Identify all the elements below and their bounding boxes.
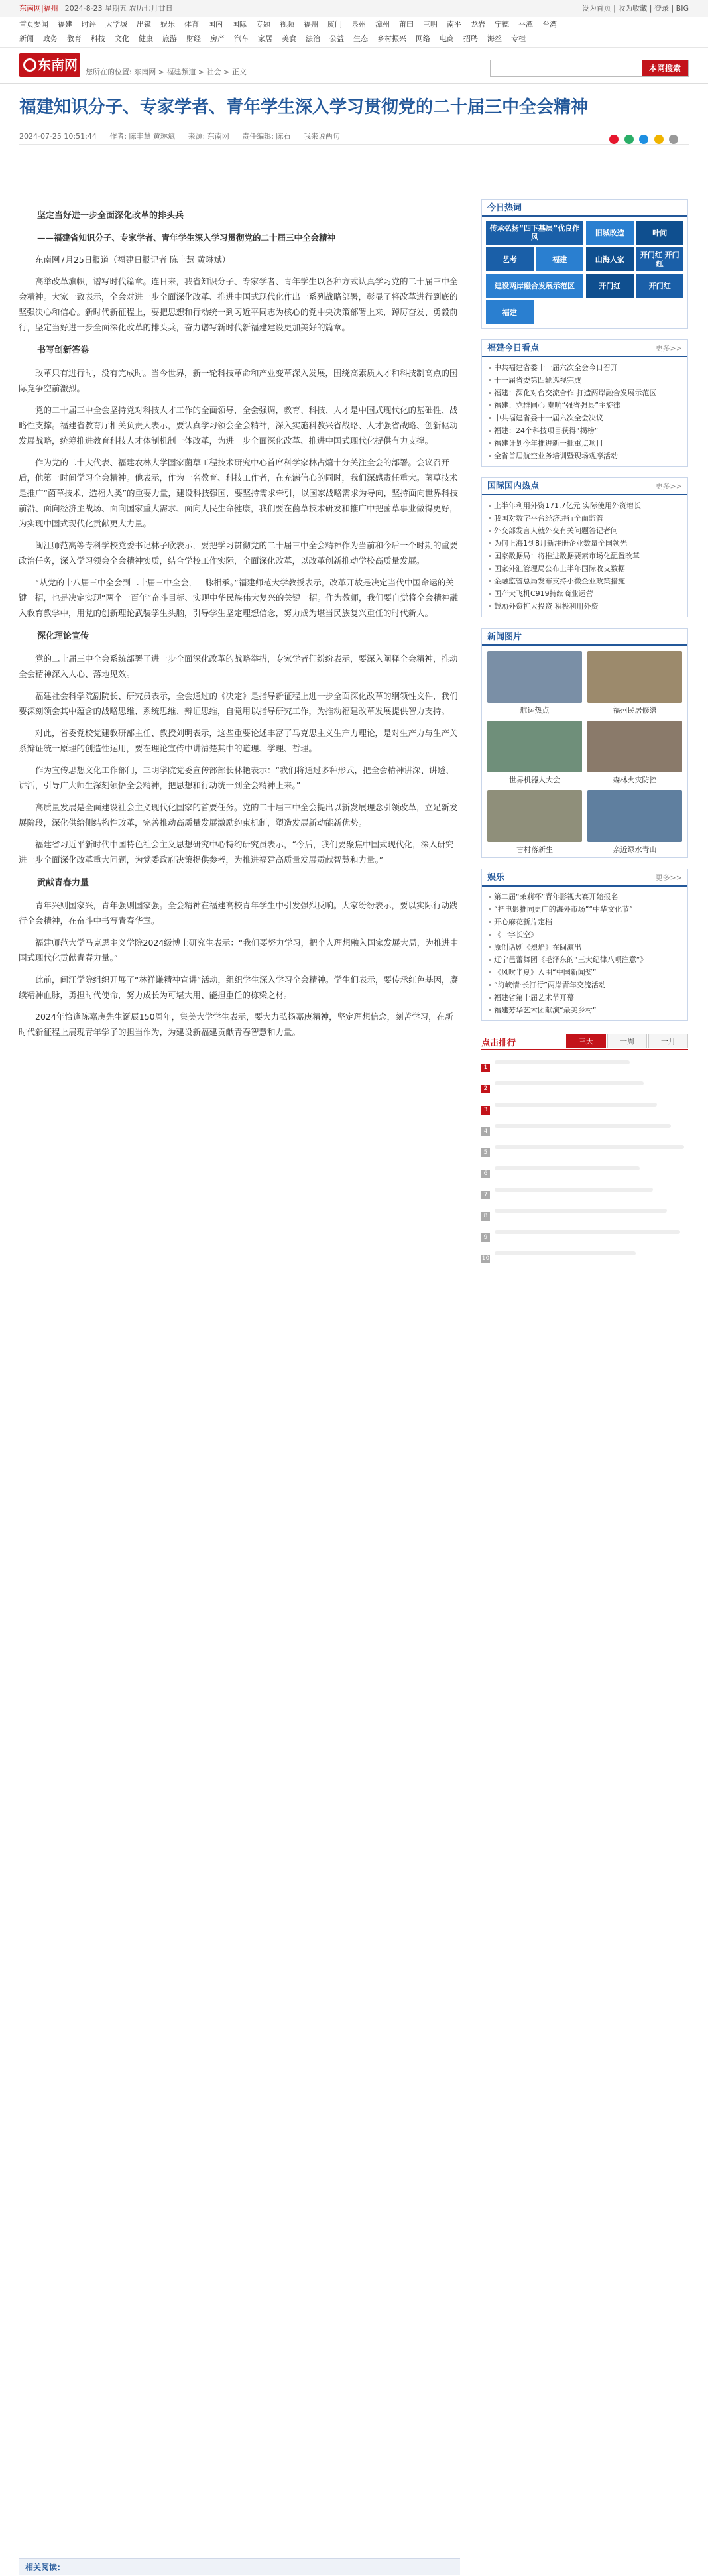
photo-caption[interactable]: 福州民居修缮	[613, 706, 657, 715]
nav-item[interactable]: 首页要闻	[19, 20, 48, 29]
nav-item[interactable]: 招聘	[463, 34, 478, 43]
rank-item[interactable]	[481, 1209, 688, 1224]
rank-number: 3	[481, 1106, 490, 1115]
nav-item[interactable]: 美食	[282, 34, 296, 43]
rank-tabs	[565, 1034, 688, 1048]
article-meta	[19, 129, 689, 145]
list-item[interactable]: 我国对数字平台经济进行全面监管	[489, 512, 681, 524]
fujian-highlights-title	[482, 340, 687, 357]
list-item[interactable]: 《风吹半夏》入围“中国新闻奖”	[489, 966, 681, 979]
list-item[interactable]: 十一届省委第四轮巡视完成	[489, 374, 681, 387]
news-photos-title: 新闻图片	[482, 629, 687, 646]
section-heading-2: 深化理论宣传	[37, 631, 89, 641]
nav-item[interactable]: 厦门	[327, 20, 342, 29]
list-item[interactable]: 国产大飞机C919持续商业运营	[489, 587, 681, 600]
rank-header	[481, 1032, 688, 1050]
nav-item[interactable]: 网络	[416, 34, 430, 43]
site-brand[interactable]: 东南网|福州	[19, 4, 58, 13]
nav-item[interactable]: 出镜	[137, 20, 151, 29]
nav-item[interactable]: 健康	[139, 34, 153, 43]
rank-label: 点击排行	[481, 1038, 516, 1048]
photo-item[interactable]	[587, 651, 682, 715]
rank-number: 6	[481, 1170, 490, 1178]
rank-placeholder	[495, 1060, 630, 1064]
photo-image[interactable]	[587, 790, 682, 842]
rank-placeholder	[495, 1209, 667, 1213]
sidebar	[481, 199, 688, 1270]
nav-item[interactable]: 房产	[210, 34, 225, 43]
hot-tile[interactable]: 传承弘扬“四下基层”优良作风	[486, 221, 583, 245]
nav-row-2	[19, 32, 689, 46]
nav-item[interactable]: 政务	[43, 34, 58, 43]
list-item[interactable]: “把电影推向更广的海外市场”“中华文化节”	[489, 903, 681, 916]
nav-item[interactable]: 国际	[232, 20, 247, 29]
para-8: 福建社会科学院副院长、研究员表示，全会通过的《决定》是指导新征程上进一步全面深化改革的纲领性文件，我们要深刻领会其中蕴含的战略思维、系统思维、辩证思维，自觉用以指导研究工作，为推动福建改革发展提供智力支持。	[19, 691, 458, 716]
photo-item[interactable]	[487, 790, 582, 855]
share-icons	[606, 131, 678, 147]
list-item[interactable]: 鼓励外资扩大投资 积极利用外资	[489, 600, 681, 613]
intl-more-link[interactable]: 更多>>	[655, 482, 682, 491]
nav-item[interactable]: 专题	[256, 20, 270, 29]
nav-item[interactable]: 生态	[353, 34, 368, 43]
list-item[interactable]: 中共福建省委十一届六次全会今日召开	[489, 361, 681, 374]
list-item[interactable]: 中共福建省委十一届六次全会决议	[489, 412, 681, 424]
rank-placeholder	[495, 1145, 684, 1149]
rank-box	[481, 1032, 688, 1270]
logo-text: 东南网	[38, 57, 78, 73]
hot-tile[interactable]: 开门红	[636, 274, 684, 298]
top-bar	[0, 0, 708, 17]
nav-item[interactable]: 乡村振兴	[377, 34, 406, 43]
rank-item[interactable]	[481, 1124, 688, 1139]
ent-box	[481, 869, 688, 1021]
share-more-icon[interactable]	[669, 135, 678, 144]
rank-placeholder	[495, 1251, 636, 1255]
nav-item[interactable]: 家居	[258, 34, 272, 43]
search-box[interactable]	[490, 60, 689, 77]
share-weibo-icon[interactable]	[609, 135, 619, 144]
news-photos-box	[481, 628, 688, 858]
list-item[interactable]: 国家外汇管理局公布上半年国际收支数据	[489, 562, 681, 575]
para-15: 此前，闽江学院组织开展了“林祥谦精神宣讲”活动，组织学生深入学习全会精神。学生们表示，要传承红色基因，赓续精神血脉，勇担时代使命，努力成长为可堪大用、能担重任的栋梁之材。	[19, 975, 458, 1000]
photo-caption[interactable]: 亲近绿水青山	[613, 845, 657, 854]
ent-title	[482, 869, 687, 887]
meta-author: 作者: 陈丰慧 黄琳斌	[109, 132, 176, 141]
list-item[interactable]: 为何上海1到8月新注册企业数量全国领先	[489, 537, 681, 550]
list-item[interactable]: 福建：深化对台交流合作 打造两岸融合发展示范区	[489, 387, 681, 399]
nav-item[interactable]: 娱乐	[160, 20, 175, 29]
nav-item[interactable]: 宁德	[495, 20, 509, 29]
rank-placeholder	[495, 1103, 657, 1107]
meta-date: 2024-07-25 10:51:44	[19, 132, 97, 141]
rank-placeholder	[495, 1081, 644, 1085]
fj-more-link[interactable]: 更多>>	[655, 344, 682, 353]
related-reading	[19, 2545, 460, 2575]
hot-tile[interactable]: 福建	[486, 300, 534, 324]
photo-caption[interactable]: 世界机器人大会	[509, 776, 560, 784]
list-item[interactable]: 全省首届航空业务培训暨现场观摩活动	[489, 450, 681, 462]
rank-number: 9	[481, 1233, 490, 1242]
photo-image[interactable]	[587, 721, 682, 772]
nav-item[interactable]: 南平	[447, 20, 461, 29]
photo-item[interactable]	[587, 721, 682, 785]
nav-item[interactable]: 大学城	[105, 20, 127, 29]
nav-item[interactable]: 汽车	[234, 34, 249, 43]
rank-number: 4	[481, 1127, 490, 1136]
list-item[interactable]: 金融监管总局发布支持小微企业政策措施	[489, 575, 681, 587]
nav-item[interactable]: 科技	[91, 34, 105, 43]
rank-number: 7	[481, 1191, 490, 1199]
meta-editor: 责任编辑: 陈石	[242, 132, 291, 141]
hot-tile[interactable]: 建设两岸融合发展示范区	[486, 274, 583, 298]
rank-list	[481, 1050, 688, 1270]
list-item[interactable]: 开心麻花新片定档	[489, 916, 681, 928]
nav-item[interactable]: 旅游	[162, 34, 177, 43]
rank-tab-3day[interactable]: 三天	[566, 1034, 606, 1048]
photo-image[interactable]	[487, 651, 582, 703]
list-item[interactable]: 原创话剧《烈焰》在闽演出	[489, 941, 681, 953]
fj-list	[482, 357, 687, 466]
photo-caption[interactable]: 古村落新生	[516, 845, 553, 854]
para-14: 福建师范大学马克思主义学院2024级博士研究生表示：“我们要努力学习，把个人理想融入国家发展大局，为推进中国式现代化贡献青春力量。”	[19, 938, 459, 963]
article-body	[19, 200, 460, 1046]
nav-item[interactable]: 海丝	[487, 34, 502, 43]
photo-grid	[482, 646, 687, 857]
nav-row-1	[19, 17, 689, 32]
article-title: 福建知识分子、专家学者、青年学生深入学习贯彻党的二十届三中全会精神	[19, 97, 589, 117]
nav-item[interactable]: 时评	[82, 20, 96, 29]
intl-list	[482, 495, 687, 617]
list-item[interactable]: 福建芳华艺术团献演“最美乡村”	[489, 1004, 681, 1016]
nav-item[interactable]: 泉州	[351, 20, 366, 29]
section-heading-3: 贡献青春力量	[37, 878, 89, 888]
rank-item[interactable]	[481, 1188, 688, 1203]
photo-image[interactable]	[487, 790, 582, 842]
related-label: 相关阅读：	[19, 2558, 460, 2575]
byline: 东南网7月25日报道（福建日报记者 陈丰慧 黄琳斌）	[35, 255, 231, 265]
intl-hot-title	[482, 478, 687, 495]
rank-item[interactable]	[481, 1251, 688, 1266]
site-header	[0, 48, 708, 84]
rank-item[interactable]	[481, 1103, 688, 1118]
nav-item[interactable]: 新闻	[19, 34, 34, 43]
nav-item[interactable]: 公益	[329, 34, 344, 43]
list-item[interactable]: 《一字长空》	[489, 928, 681, 941]
rank-number: 2	[481, 1085, 490, 1093]
rank-item[interactable]	[481, 1166, 688, 1182]
logo-ball-icon	[23, 58, 36, 72]
nav-item[interactable]: 三明	[423, 20, 438, 29]
hot-words-box	[481, 199, 688, 329]
hot-tile[interactable]: 福建	[536, 247, 584, 271]
rank-item[interactable]	[481, 1230, 688, 1245]
search-button[interactable]: 本网搜索	[642, 60, 688, 76]
photo-item[interactable]	[587, 790, 682, 855]
rank-number: 10	[481, 1255, 490, 1262]
breadcrumb[interactable]: 您所在的位置: 东南网 > 福建频道 > 社会 > 正文	[86, 68, 247, 76]
fujian-highlights-box	[481, 339, 688, 467]
hot-tile[interactable]: 旧城改造	[586, 221, 634, 245]
nav-item[interactable]: 电商	[440, 34, 454, 43]
photo-item[interactable]	[487, 721, 582, 785]
lead-title: 坚定当好进一步全面深化改革的排头兵	[37, 211, 184, 221]
para-11: 高质量发展是全面建设社会主义现代化国家的首要任务。党的二十届三中全会提出以新发展理念引领改革，立足新发展阶段，深化供给侧结构性改革，完善推动高质量发展激励约束机制，塑造发展新动能新优势。	[19, 802, 458, 828]
list-item[interactable]: 第二届“茉莉杯”青年影视大赛开始报名	[489, 890, 681, 903]
main-nav	[0, 17, 708, 48]
para-12: 福建省习近平新时代中国特色社会主义思想研究中心特约研究员表示，“今后，我们要聚焦中国式现代化，深入研究进一步全面深化改革重大问题，为党委政府决策提供参考，为推进福建高质量发展贡献智慧和力量。”	[19, 839, 454, 865]
share-qq-icon[interactable]	[639, 135, 648, 144]
list-item[interactable]: 福建省第十届艺术节开幕	[489, 991, 681, 1004]
hot-tiles	[482, 217, 687, 328]
ent-more-link[interactable]: 更多>>	[655, 873, 682, 882]
list-item[interactable]: 福建计划今年推进新一批重点项目	[489, 437, 681, 450]
rank-placeholder	[495, 1124, 671, 1128]
nav-item[interactable]: 体育	[184, 20, 199, 29]
share-wechat-icon[interactable]	[624, 135, 634, 144]
para-4: 作为党的二十大代表、福建农林大学国家菌草工程技术研究中心首席科学家林占熺十分关注全会的部署。会议召开后，他第一时间学习全会精神。他表示，作为一名教育、科技工作者，在充满信心的同时，我们深感责任重大。菌草技术是推广“菌草技术，造福人类”的重要力量，建设科技强国，要坚持需求牵引，以国家战略需求为导向，坚持面向世界科技前沿、面向经济主战场、面向国家重大需求、面向人民生命健康，我们要在菌草技术研发和推广中把菌草事业做得更好，为实现中国式现代化贡献更大力量。	[19, 458, 458, 528]
para-13: 青年兴则国家兴，青年强则国家强。全会精神在福建高校青年学生中引发强烈反响。大家纷纷表示，要以实际行动践行全会精神，在奋斗中书写青春华章。	[19, 900, 458, 926]
rank-item[interactable]	[481, 1081, 688, 1097]
list-item[interactable]: 国家数据局：将推进数据要素市场化配置改革	[489, 550, 681, 562]
nav-item[interactable]: 漳州	[375, 20, 390, 29]
para-6: “从党的十八届三中全会到二十届三中全会，一脉相承。”福建师范大学教授表示，改革开放是决定当代中国命运的关键一招，也是决定实现“两个一百年”奋斗目标、实现中华民族伟大复兴的关键一招。作为教师，我们要自觉将全会精神融入教育教学中，用党的创新理论武装学生头脑，引导学生坚定理想信念，努力成为堪当民族复兴重任的时代新人。	[19, 578, 458, 618]
nav-item[interactable]: 国内	[208, 20, 223, 29]
top-links[interactable]: 设为首页 | 收为收藏 | 登录 | BIG	[581, 4, 689, 13]
nav-item[interactable]: 教育	[67, 34, 82, 43]
ent-list	[482, 887, 687, 1020]
rank-tab-week[interactable]: 一周	[607, 1034, 647, 1048]
photo-image[interactable]	[587, 651, 682, 703]
rank-number: 5	[481, 1148, 490, 1157]
list-item[interactable]: 福建：24个科技项目获得“揭榜”	[489, 424, 681, 437]
rank-placeholder	[495, 1230, 680, 1234]
para-9: 对此，省委党校党建教研部主任、教授刘明表示，这些重要论述丰富了马克思主义生产力理论，是对生产力与生产关系辩证统一原理的创造性运用，要在理论宣传中讲清楚其中的道理、学理、哲理。	[19, 728, 458, 753]
intl-title-text: 国际国内热点	[487, 481, 540, 491]
site-logo[interactable]	[19, 53, 80, 77]
rank-item[interactable]	[481, 1060, 688, 1075]
rank-placeholder	[495, 1188, 653, 1192]
nav-item[interactable]: 龙岩	[471, 20, 485, 29]
lead-subtitle: ——福建省知识分子、专家学者、青年学生深入学习贯彻党的二十届三中全会精神	[37, 233, 336, 243]
photo-caption[interactable]: 航运热点	[520, 706, 550, 715]
nav-item[interactable]: 专栏	[511, 34, 526, 43]
section-heading-1: 书写创新答卷	[37, 345, 89, 355]
list-item[interactable]: “海峡情·长汀行”两岸青年交流活动	[489, 979, 681, 991]
para-2: 改革只有进行时，没有完成时。当今世界，新一轮科技革命和产业变革深入发展，围绕高素质人才和科技制高点的国际竞争空前激烈。	[19, 368, 458, 393]
para-3: 党的二十届三中全会坚持党对科技人才工作的全面领导，全会强调，教育、科技、人才是中国式现代化的基础性、战略性支撑。福建省教育厅相关负责人表示，要认真学习领会全会精神，深入实施科教兴省战略、人才强省战略、创新驱动发展战略，统筹推进教育科技人才体制机制一体改革，为进一步全面深化改革、推进中国式现代化提供有力支撑。	[19, 405, 458, 446]
hot-tile[interactable]: 叶问	[636, 221, 684, 245]
para-7: 党的二十届三中全会系统部署了进一步全面深化改革的战略举措，专家学者们纷纷表示，要深入阐释全会精神，推动全会精神深入人心、落地见效。	[19, 654, 458, 679]
para-16: 2024年恰逢陈嘉庚先生诞辰150周年，集美大学学生表示，要大力弘扬嘉庚精神，坚定理想信念，刻苦学习，在新时代新征程上展现青年学子的担当作为，为建设新福建贡献青春智慧和力量。	[19, 1012, 453, 1037]
nav-item[interactable]: 福州	[304, 20, 318, 29]
nav-item[interactable]: 视频	[280, 20, 294, 29]
nav-item[interactable]: 莆田	[399, 20, 414, 29]
photo-image[interactable]	[487, 721, 582, 772]
hot-tile[interactable]: 开门红	[586, 274, 634, 298]
para-10: 作为宣传思想文化工作部门，三明学院党委宣传部部长林艳表示：“我们将通过多种形式，把全会精神讲深、讲透、讲活，引导广大师生深刻领悟全会精神，把思想和行动统一到全会精神上来。”	[19, 765, 454, 790]
rank-number: 8	[481, 1212, 490, 1221]
hot-tile[interactable]: 开门红 开门红	[636, 247, 684, 271]
rank-placeholder	[495, 1166, 640, 1170]
meta-source: 来源: 东南网	[188, 132, 229, 141]
title-area	[19, 95, 689, 145]
photo-item[interactable]	[487, 651, 582, 715]
para-5: 闽江师范高等专科学校党委书记林子欣表示，要把学习贯彻党的二十届三中全会精神作为当前和今后一个时期的重要政治任务，深入学习领会全会精神实质，结合学校工作实际，全面深化改革，以改革创新推动学校高质量发展。	[19, 540, 458, 566]
nav-item[interactable]: 文化	[115, 34, 129, 43]
nav-item[interactable]: 台湾	[542, 20, 557, 29]
nav-item[interactable]: 平潭	[518, 20, 533, 29]
nav-item[interactable]: 福建	[58, 20, 72, 29]
hot-words-title: 今日热词	[482, 200, 687, 217]
comment-link[interactable]: 我来说两句	[303, 132, 340, 141]
ent-title-text: 娱乐	[487, 873, 505, 883]
date-text: 2024-8-23 星期五 农历七月廿日	[64, 4, 173, 13]
hot-tile[interactable]: 艺考	[486, 247, 534, 271]
rank-tab-month[interactable]: 一月	[648, 1034, 688, 1048]
rank-number: 1	[481, 1064, 490, 1072]
intl-hot-box	[481, 477, 688, 617]
fj-title-text: 福建今日看点	[487, 343, 540, 353]
nav-item[interactable]: 法治	[306, 34, 320, 43]
photo-caption[interactable]: 森林火灾防控	[613, 776, 657, 784]
hot-tile[interactable]: 山海人家	[586, 247, 634, 271]
share-qzone-icon[interactable]	[654, 135, 664, 144]
list-item[interactable]: 福建：党群同心 奏响“强省强县”主旋律	[489, 399, 681, 412]
para-1: 高举改革旗帜，谱写时代篇章。连日来，我省知识分子、专家学者、青年学生以各种方式认真学习党的二十届三中全会精神。大家一致表示，全会对进一步全面深化改革、推进中国式现代化作出一系列战略部署，彰显了将改革进行到底的坚强决心和信心。新时代新征程上，要把思想和行动统一到习近平同志为核心的党中央决策部署上来，踔厉奋发、勇毅前行，坚定当好进一步全面深化改革的排头兵，奋力谱写新时代新福建建设更加美好的篇章。	[19, 276, 458, 332]
rank-item[interactable]	[481, 1145, 688, 1160]
list-item[interactable]: 辽宁芭蕾舞团《毛泽东的“三大纪律八项注意”》	[489, 953, 681, 966]
nav-item[interactable]: 财经	[186, 34, 201, 43]
list-item[interactable]: 上半年利用外资171.7亿元 实际使用外资增长	[489, 499, 681, 512]
list-item[interactable]: 外交部发言人就外交有关问题答记者问	[489, 524, 681, 537]
